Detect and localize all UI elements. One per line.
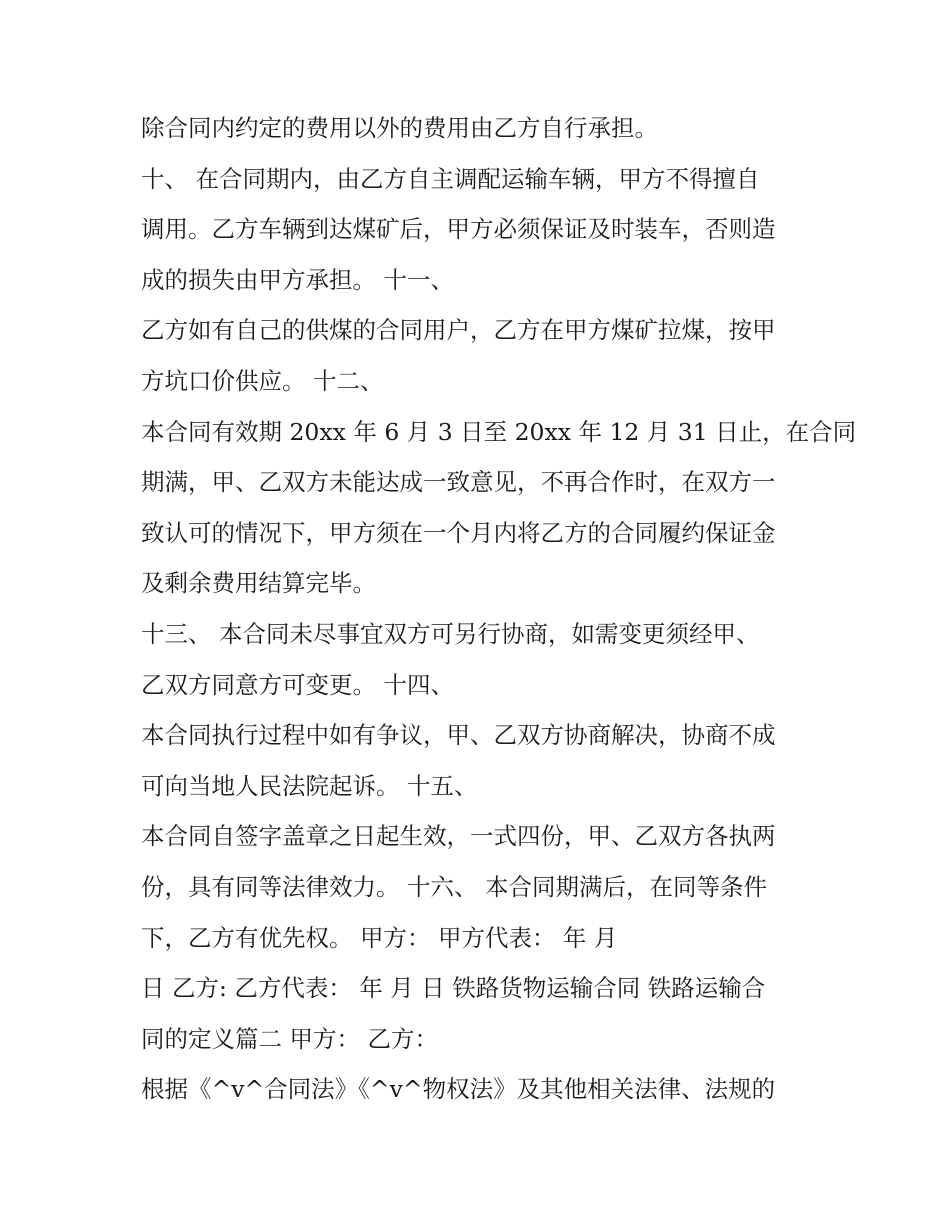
text-line: 方坑口价供应。 十二、 — [141, 366, 384, 395]
text-line: 除合同内约定的费用以外的费用由乙方自行承担。 — [141, 114, 658, 142]
text-line: 日 乙方: 乙方代表： 年 月 日 铁路货物运输合同 铁路运输合 — [141, 974, 766, 1003]
text-line: 下，乙方有优先权。 甲方： 甲方代表： 年 月 — [141, 923, 618, 952]
text-line: 本合同执行过程中如有争议，甲、乙双方协商解决，协商不成 — [141, 721, 776, 750]
text-line: 乙方如有自己的供煤的合同用户，乙方在甲方煤矿拉煤，按甲 — [141, 316, 776, 345]
document-body — [141, 103, 857, 1115]
text-line: 十、 在合同期内，由乙方自主调配运输车辆，甲方不得擅自 — [141, 164, 760, 193]
text-line: 份，具有同等法律效力。 十六、 本合同期满后，在同等条件 — [141, 872, 767, 901]
text-line: 致认可的情况下，甲方须在一个月内将乙方的合同履约保证金 — [141, 518, 776, 547]
text-line: 十三、 本合同未尽事宜双方可另行协商，如需变更须经甲、 — [141, 619, 760, 648]
text-line: 期满，甲、乙双方未能达成一致意见，不再合作时，在双方一 — [141, 468, 776, 497]
text-line: 根据《^v^合同法》《^v^物权法》及其他相关法律、法规的 — [141, 1075, 776, 1104]
text-line: 成的损失由甲方承担。 十一、 — [141, 265, 454, 294]
text-line: 本合同自签字盖章之日起生效，一式四份，甲、乙双方各执两 — [141, 822, 776, 851]
text-line: 调用。乙方车辆到达煤矿后，甲方必须保证及时装车，否则造 — [141, 215, 776, 244]
text-line: 本合同有效期 20xx 年 6 月 3 日至 20xx 年 12 月 31 日止，在合同 — [141, 417, 857, 446]
text-line: 可向当地人民法院起诉。 十五、 — [141, 771, 478, 800]
text-line: 乙双方同意方可变更。 十四、 — [141, 670, 454, 699]
text-line: 同的定义篇二 甲方： 乙方： — [141, 1024, 438, 1053]
text-line: 及剩余费用结算完毕。 — [141, 569, 376, 598]
